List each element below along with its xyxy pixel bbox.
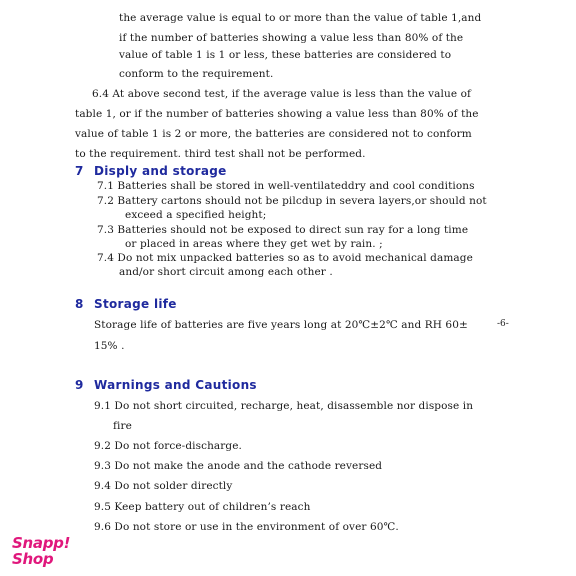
item-9-5: 9.5 Keep battery out of children’s reach	[94, 501, 311, 513]
sec6-cont-line-2: if the number of batteries showing a value less than 80% of the	[119, 32, 464, 44]
para-6-4-line-2: table 1, or if the number of batteries showing a value less than 80% of the	[75, 108, 479, 120]
logo-line-1: Snapp!	[12, 534, 71, 552]
item-7-4-line-2: and/or short circuit among each other .	[119, 266, 333, 278]
item-7-3-line-1: 7.3 Batteries should not be exposed to direct sun ray for a long time	[97, 224, 469, 236]
section-9-number: 9	[75, 378, 84, 392]
item-7-1: 7.1 Batteries shall be stored in well-ventilateddry and cool conditions	[97, 180, 475, 192]
item-9-6: 9.6 Do not store or use in the environment of over 60℃.	[94, 521, 399, 533]
para-6-4-line-4: to the requirement. third test shall not be performed.	[75, 148, 366, 160]
section-8-heading	[75, 297, 177, 311]
section-8-title: Storage life	[94, 297, 177, 311]
section-9-heading	[75, 378, 257, 392]
section-9-title: Warnings and Cautions	[94, 378, 257, 392]
section-7-title: Disply and storage	[94, 164, 227, 178]
item-7-2-line-1: 7.2 Battery cartons should not be pilcdup in severa layers,or should not	[97, 195, 487, 207]
item-7-4-line-1: 7.4 Do not mix unpacked batteries so as to avoid mechanical damage	[97, 252, 473, 264]
storage-life-line-1: Storage life of batteries are five years long at 20℃±2℃ and RH 60±	[94, 319, 468, 331]
section-7-heading	[75, 164, 227, 178]
item-9-4: 9.4 Do not solder directly	[94, 480, 233, 492]
para-6-4-line-1: 6.4 At above second test, if the average value is less than the value of	[92, 88, 471, 100]
sec6-cont-line-1: the average value is equal to or more than the value of table 1,and	[119, 12, 482, 24]
logo-line-2: Shop	[12, 550, 54, 568]
item-9-3: 9.3 Do not make the anode and the cathode reversed	[94, 460, 383, 472]
item-9-1-line-1: 9.1 Do not short circuited, recharge, heat, disassemble nor dispose in	[94, 400, 474, 412]
item-9-1-line-2: fire	[113, 420, 132, 432]
page-number: -6-	[497, 319, 509, 329]
item-7-3-line-2: or placed in areas where they get wet by rain. ;	[125, 238, 383, 250]
section-8-number: 8	[75, 297, 84, 311]
item-9-2: 9.2 Do not force-discharge.	[94, 440, 242, 452]
item-7-2-line-2: exceed a specified height;	[125, 209, 267, 221]
sec6-cont-line-4: conform to the requirement.	[119, 68, 274, 80]
sec6-cont-line-3: value of table 1 is 1 or less, these batteries are considered to	[119, 49, 452, 61]
storage-life-line-2: 15% .	[94, 340, 125, 352]
para-6-4-line-3: value of table 1 is 2 or more, the batteries are considered not to conform	[75, 128, 472, 140]
section-7-number: 7	[75, 164, 84, 178]
snapp-shop-logo	[12, 535, 70, 567]
